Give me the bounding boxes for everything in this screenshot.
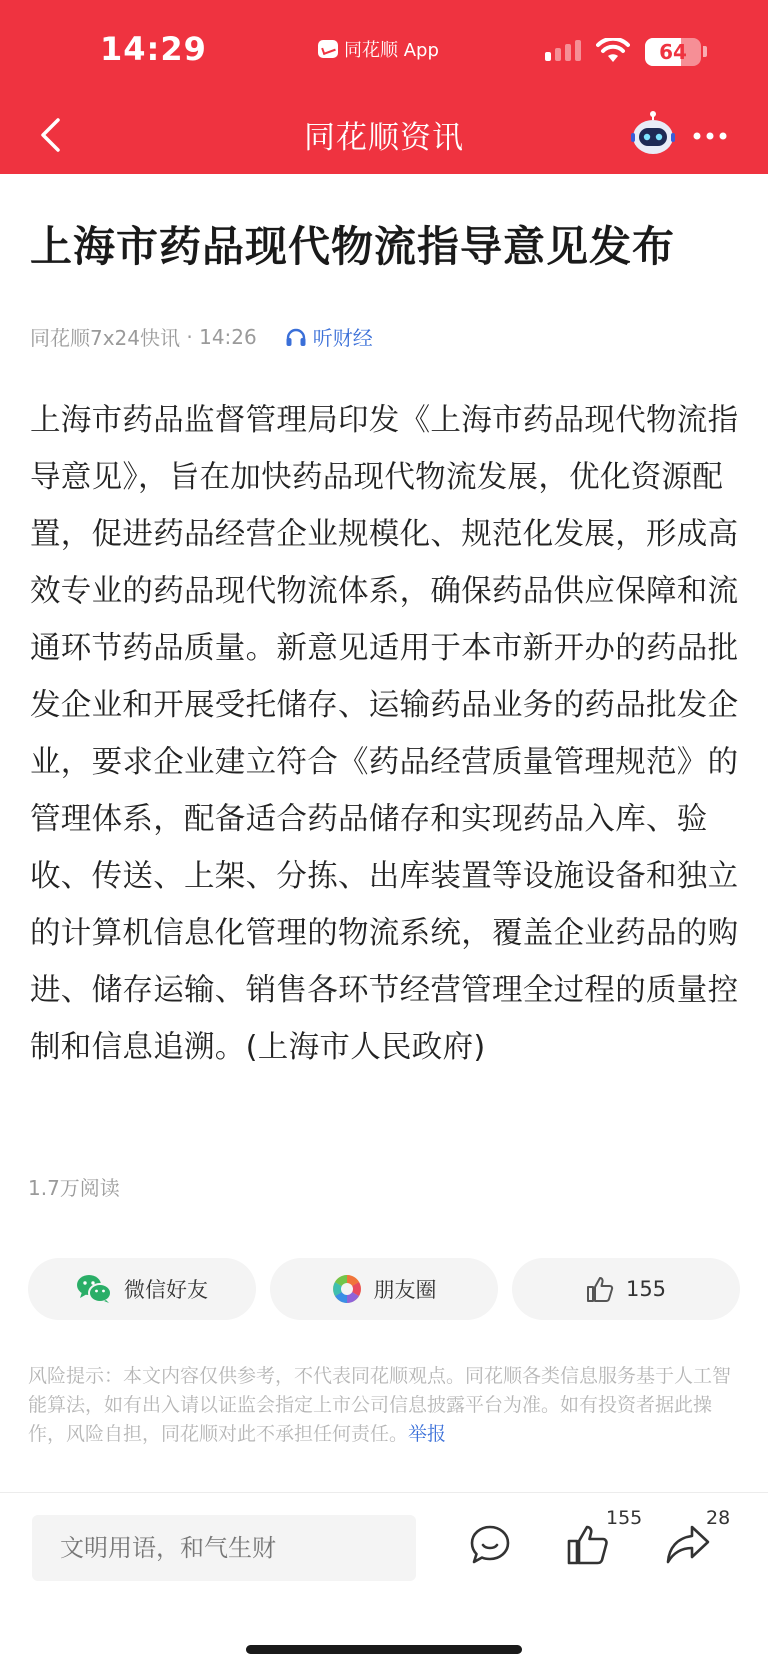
article-source: 同花顺7x24快讯 <box>30 326 181 350</box>
share-wechat-label: 微信好友 <box>124 1278 208 1302</box>
more-dots-icon <box>693 132 727 140</box>
listen-label: 听财经 <box>312 326 373 350</box>
app-header <box>0 0 768 174</box>
battery-tip <box>703 46 707 57</box>
cellular-signal-icon <box>545 40 581 61</box>
meta-separator: · <box>180 324 200 349</box>
home-indicator[interactable] <box>246 1645 522 1654</box>
article-time: 14:26 <box>199 324 257 349</box>
thumbs-up-icon <box>586 1275 614 1303</box>
status-time: 14:29 <box>100 30 207 68</box>
comment-input[interactable]: 文明用语，和气生财 <box>32 1515 416 1581</box>
ai-assistant-button[interactable] <box>630 110 676 158</box>
article-meta <box>30 322 373 351</box>
comment-icon <box>468 1523 512 1567</box>
status-app-indicator[interactable] <box>318 36 439 62</box>
report-link[interactable]: 举报 <box>408 1423 447 1445</box>
share-count: 28 <box>706 1507 731 1529</box>
risk-disclaimer <box>28 1362 740 1449</box>
moments-icon <box>332 1274 362 1304</box>
headphones-icon <box>285 327 307 347</box>
like-pill-button[interactable] <box>512 1258 740 1320</box>
thumbs-up-icon <box>566 1523 610 1567</box>
battery-percent: 64 <box>659 40 687 64</box>
wechat-icon <box>76 1274 112 1304</box>
like-count: 155 <box>606 1507 643 1529</box>
share-row <box>28 1258 740 1320</box>
share-arrow-icon <box>665 1523 711 1567</box>
app-logo-icon <box>318 40 338 58</box>
robot-icon <box>630 110 676 158</box>
listen-button[interactable] <box>285 322 373 351</box>
wifi-icon <box>596 38 630 64</box>
article-body: 上海市药品监督管理局印发《上海市药品现代物流指导意见》，旨在加快药品现代物流发展，优化资源配置，促进药品经营企业规模化、规范化发展，形成高效专业的药品现代物流体系，确保药品供应保障和流通环节药品质量。新意见适用于本市新开办的药品批发企业和开展受托储存、运输药品业务的药品批发企业，要求企业建立符合《药品经营质量管理规范》的管理体系，配备适合药品储存和实现药品入库、验收、传送、上架、分拣、出库装置等设施设备和独立的计算机信息化管理的物流系统，覆盖企业药品的购进、储存运输、销售各环节经营管理全过程的质量控制和信息追溯。(上海市人民政府) <box>30 403 739 1065</box>
read-count: 1.7万阅读 <box>28 1176 120 1200</box>
status-app-name: 同花顺 App <box>344 40 439 61</box>
like-pill-count: 155 <box>625 1277 667 1301</box>
page-title: 同花顺资讯 <box>304 120 464 156</box>
more-options-button[interactable] <box>690 118 730 154</box>
share-moments-button[interactable] <box>270 1258 498 1320</box>
bottom-action-bar <box>0 1492 768 1665</box>
share-wechat-button[interactable] <box>28 1258 256 1320</box>
disclaimer-text: 风险提示：本文内容仅供参考，不代表同花顺观点。同花顺各类信息服务基于人工智能算法，如有出入请以证监会指定上市公司信息披露平台为准。如有投资者据此操作，风险自担，同花顺对此不承担任何责任。 <box>28 1365 732 1445</box>
comment-button[interactable] <box>462 1515 518 1575</box>
share-moments-label: 朋友圈 <box>373 1278 437 1302</box>
article-title: 上海市药品现代物流指导意见发布 <box>30 222 676 271</box>
battery-icon <box>645 38 701 66</box>
